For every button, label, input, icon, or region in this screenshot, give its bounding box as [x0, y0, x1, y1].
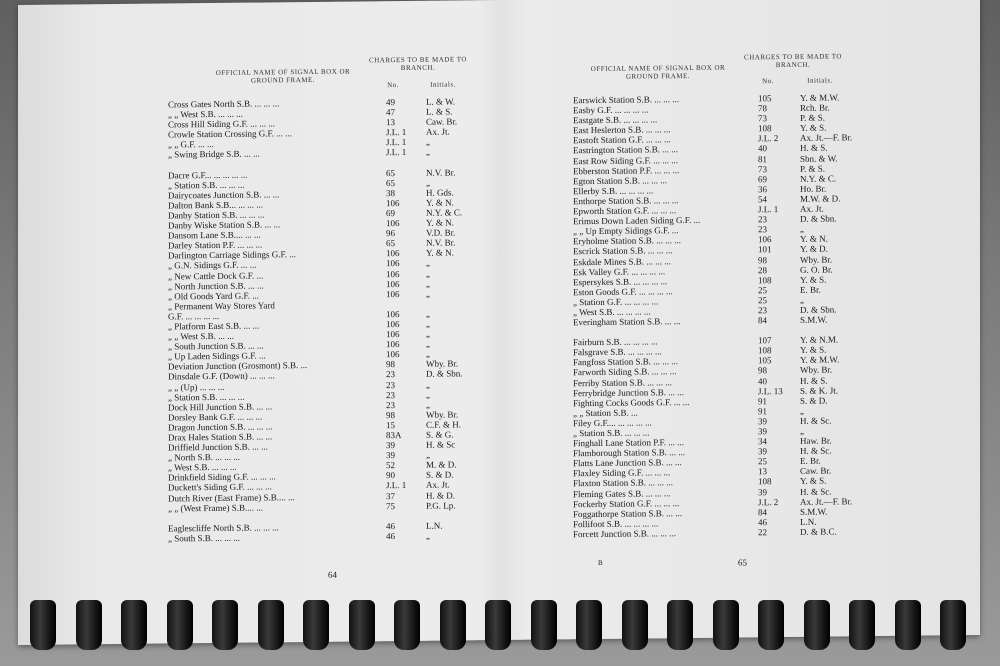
branch-initials: S.M.W.	[800, 506, 828, 517]
branch-number: 65	[386, 238, 395, 249]
branch-initials: D. & Sbn.	[800, 304, 837, 315]
branch-number: 106	[386, 329, 400, 340]
signal-box-name: Dacre G.F... ... ... ... ...	[168, 169, 248, 181]
signal-box-name: Earswick Station S.B. ... ... ...	[573, 94, 679, 106]
branch-initials: N.V. Br.	[426, 237, 456, 248]
branch-number: 73	[758, 113, 767, 124]
binding-coil	[576, 600, 602, 650]
binding-coil	[167, 600, 193, 650]
signal-box-table-left	[168, 96, 478, 543]
signal-box-name: Forcett Junction S.B. ... ... ...	[573, 528, 676, 540]
signal-box-name: „ „ (West Frame) S.B.... ...	[168, 502, 264, 514]
branch-number: 23	[386, 389, 395, 400]
binding-coil	[713, 600, 739, 650]
binding-coil	[212, 600, 238, 650]
branch-initials: H. & Sc.	[800, 445, 832, 457]
branch-number: 47	[386, 107, 395, 118]
signal-box-name: Deviation Junction (Grosmont) S.B. ...	[168, 360, 308, 372]
branch-number: J.L. 1	[386, 137, 407, 148]
signal-box-name: „ New Cattle Dock G.F. ...	[168, 269, 264, 281]
branch-initials: M.W. & D.	[800, 193, 841, 204]
binding-coil	[440, 600, 466, 650]
branch-number: 46	[758, 517, 767, 528]
binding-coil	[485, 600, 511, 650]
page-left	[168, 0, 478, 623]
branch-number: 73	[758, 163, 767, 174]
branch-initials: H. & Sc.	[800, 415, 832, 426]
signal-box-name: Fairburn S.B. ... ... ... ...	[573, 336, 658, 348]
branch-initials: S.M.W.	[800, 314, 828, 325]
branch-number: J.L. 1	[386, 480, 407, 491]
signal-box-name: Finghall Lane Station P.F. ... ...	[573, 437, 685, 449]
branch-number: 38	[386, 187, 395, 198]
signal-box-name: „ Swing Bridge S.B. ... ...	[168, 148, 260, 160]
signal-box-name: „ Station S.B. ... ... ...	[573, 427, 650, 439]
branch-initials: Wby. Br.	[800, 364, 833, 376]
binding-coil	[30, 600, 56, 650]
branch-number: 65	[386, 167, 395, 178]
branch-initials: „	[426, 137, 430, 148]
signal-box-name: „ North Junction S.B. ... ...	[168, 280, 264, 292]
signal-box-name: Escrick Station S.B. ... ... ...	[573, 245, 673, 257]
branch-number: 69	[758, 173, 767, 185]
branch-initials: Y. & N.	[800, 233, 828, 245]
signal-box-name: Flatts Lane Junction S.B. ... ...	[573, 457, 682, 469]
branch-initials: Y. & M.W.	[800, 92, 840, 103]
branch-initials: „	[426, 278, 430, 289]
branch-initials: H. & S.	[800, 375, 828, 386]
branch-number: 106	[386, 278, 400, 289]
branch-number: 105	[758, 355, 772, 366]
signal-box-name: Darlington Carriage Sidings G.F. ...	[168, 249, 297, 261]
signal-box-name: „ Station G.F. ... ... ... ...	[573, 296, 659, 308]
branch-initials: „	[426, 288, 430, 299]
branch-number: 98	[758, 254, 767, 265]
signal-box-name: Dinsdale G.F. (Down) ... ... ...	[168, 370, 275, 382]
branch-number: 23	[758, 224, 767, 235]
table-row	[168, 530, 478, 543]
binding-coil	[849, 600, 875, 650]
branch-number: 39	[758, 446, 767, 457]
binding-coil	[940, 600, 966, 650]
branch-number: 25	[758, 456, 767, 467]
branch-initials: Y. & M.W.	[800, 354, 840, 366]
branch-initials: S. & K. Jt.	[800, 385, 839, 396]
branch-initials: Ax. Jt.	[426, 126, 450, 138]
branch-initials: „	[426, 399, 430, 410]
column-header-initials: Initials.	[807, 76, 833, 85]
page-number: 64	[328, 569, 337, 580]
branch-number: 49	[386, 97, 395, 108]
branch-number: 98	[386, 359, 395, 370]
signal-box-name: „ „ (Up) ... ... ...	[168, 381, 225, 392]
branch-initials: M. & D.	[426, 459, 457, 471]
signal-box-name: „ Station S.B. ... ... ...	[168, 391, 245, 403]
branch-initials: „	[426, 389, 430, 400]
branch-number: 91	[758, 406, 767, 417]
branch-initials: L.N.	[800, 516, 817, 527]
branch-number: 96	[386, 228, 395, 239]
signal-box-name: Dairycoates Junction S.B. ... ...	[168, 189, 280, 201]
binding-coil	[758, 600, 784, 650]
signal-box-name: „ Permanent Way Stores Yard	[168, 300, 275, 312]
branch-initials: S. & G.	[426, 429, 454, 440]
branch-initials: Sbn. & W.	[800, 153, 838, 164]
branch-number: 106	[386, 197, 400, 209]
signal-box-name: Filey G.F.... ... ... ... ...	[573, 417, 652, 429]
branch-initials: Ho. Br.	[800, 183, 827, 194]
signal-box-name: „ West S.B. ... ... ...	[168, 462, 237, 473]
branch-number: 46	[386, 520, 395, 531]
branch-initials: D. & Sbn.	[426, 368, 463, 380]
branch-initials: H. & Sc.	[800, 486, 832, 497]
signal-box-name: Fleming Gates S.B. ... ... ...	[573, 487, 671, 499]
signal-box-name: Egton Station S.B. ... ... ...	[573, 174, 668, 186]
branch-initials: Rch. Br.	[800, 102, 830, 113]
branch-initials: D. & Sbn.	[800, 213, 837, 224]
branch-number: 107	[758, 335, 772, 346]
signal-box-name: Eaglescliffe North S.B. ... ... ...	[168, 522, 279, 534]
branch-initials: „	[800, 294, 804, 305]
branch-initials: Y. & N.	[426, 197, 454, 208]
branch-number: 52	[386, 460, 395, 471]
binding-coil	[258, 600, 284, 650]
branch-number: J.L. 1	[386, 127, 407, 138]
branch-initials: N.V. Br.	[426, 167, 456, 178]
signal-box-name: Fighting Cocks Goods G.F. ... ...	[573, 396, 690, 408]
signal-box-name: Eastoft Station G.F. ... ... ...	[573, 134, 671, 146]
branch-initials: Wby. Br.	[800, 254, 833, 265]
branch-initials: Ax. Jt.	[426, 479, 450, 491]
booklet-spread	[18, 0, 980, 645]
branch-number: 23	[758, 305, 767, 316]
branch-initials: Y. & S.	[800, 122, 827, 134]
signal-box-name: Danby Station S.B. ... ... ...	[168, 209, 265, 221]
branch-number: 83A	[386, 430, 402, 441]
signal-box-name: Duckett's Siding G.F. ... ... ...	[168, 481, 272, 493]
signal-box-name: Epworth Station G.F. ... ... ...	[573, 205, 677, 217]
binding-coil	[622, 600, 648, 650]
branch-number: 90	[386, 470, 395, 481]
branch-initials: „	[800, 425, 804, 436]
branch-number: 23	[758, 214, 767, 225]
branch-initials: G. O. Br.	[800, 264, 833, 275]
branch-initials: Y. & N.	[426, 247, 454, 259]
signal-box-name: „ Old Goods Yard G.F. ...	[168, 290, 260, 302]
signal-box-name: Dragon Junction S.B. ... ... ...	[168, 421, 273, 433]
signal-box-name: „ „ West S.B. ... ...	[168, 330, 234, 342]
branch-initials: L. & W.	[426, 96, 456, 107]
signal-box-name: Flaxton Station S.B. ... ... ...	[573, 477, 674, 489]
branch-initials: Y. & D.	[800, 243, 828, 255]
signal-box-name: Cross Hill Siding G.F. ... ... ...	[168, 118, 276, 130]
branch-number: 13	[386, 117, 395, 128]
signal-box-name: Easby G.F. ... ... ... ...	[573, 104, 649, 116]
branch-number: J.L. 2	[758, 496, 779, 507]
signal-box-name: Danby Wiske Station S.B. ... ...	[168, 219, 281, 231]
binding-coil	[667, 600, 693, 650]
branch-initials: H. & S.	[800, 143, 828, 154]
branch-initials: Wby. Br.	[426, 409, 459, 420]
branch-number: 40	[758, 143, 767, 154]
branch-initials: „	[426, 258, 430, 269]
branch-number: J.L. 2	[758, 133, 779, 144]
signal-box-name: „ G.N. Sidings G.F. ... ...	[168, 259, 257, 271]
binding-coil	[394, 600, 420, 650]
branch-number: 23	[386, 379, 395, 390]
signal-box-name: Farworth Siding S.B. ... ... ...	[573, 366, 677, 378]
branch-initials: Ax. Jt.—F. Br.	[800, 132, 853, 144]
branch-initials: E. Br.	[800, 455, 821, 467]
branch-number: 106	[758, 234, 772, 245]
binding-coil	[303, 600, 329, 650]
branch-number: 98	[758, 365, 767, 376]
branch-number: 106	[386, 258, 400, 269]
branch-initials: „	[426, 449, 430, 460]
page-number: 65	[738, 557, 747, 568]
signal-box-name: „ „ Station S.B. ...	[573, 407, 638, 419]
branch-number: 75	[386, 500, 395, 511]
branch-initials: „	[426, 379, 430, 390]
branch-initials: N.Y. & C.	[426, 207, 463, 218]
signal-box-name: Drinkfield Siding G.F. ... ... ...	[168, 471, 276, 483]
column-header-no: No.	[762, 77, 774, 86]
branch-initials: P. & S.	[800, 163, 826, 174]
branch-number: 39	[758, 426, 767, 437]
branch-number: 25	[758, 284, 767, 296]
signal-box-name: East Row Siding G.F. ... ... ...	[573, 154, 679, 166]
signal-box-name: Eastgate S.B. ... ... ... ...	[573, 114, 658, 126]
signal-box-name: Flaxley Siding G.F. ... ... ...	[573, 467, 671, 479]
signal-box-name: Falsgrave S.B. ... ... ... ...	[573, 346, 662, 358]
branch-number: 23	[386, 399, 395, 410]
branch-number: 39	[758, 486, 767, 497]
column-header-charges: CHARGES TO BE MADE TO BRANCH.	[744, 52, 842, 70]
signal-box-table-right	[573, 92, 873, 539]
branch-initials: H. & Sc	[426, 439, 456, 450]
branch-initials: Y. & N.	[426, 217, 454, 228]
branch-initials: P.G. Lp.	[426, 500, 456, 511]
branch-number: 106	[386, 339, 400, 350]
branch-number: 106	[386, 248, 400, 259]
branch-initials: E. Br.	[800, 284, 821, 295]
branch-initials: L. & S.	[426, 106, 453, 117]
branch-initials: „	[800, 405, 804, 416]
branch-initials: Ax. Jt.	[800, 203, 824, 214]
branch-initials: „	[800, 224, 804, 235]
branch-initials: Y. & S.	[800, 274, 827, 285]
signal-box-name: „ Station S.B. ... ... ...	[168, 179, 245, 191]
branch-number: 28	[758, 264, 767, 275]
branch-initials: Y. & S.	[800, 344, 827, 356]
branch-number: 106	[386, 288, 400, 299]
signal-box-name: Everingham Station S.B. ... ...	[573, 316, 681, 328]
signal-box-name: Enthorpe Station S.B. ... ... ...	[573, 195, 679, 207]
signal-box-name: Eskdale Mines S.B. ... ... ...	[573, 255, 671, 267]
signal-box-name: Dock Hill Junction S.B. ... ...	[168, 401, 273, 413]
signal-box-name: „ „ West S.B. ... ... ...	[168, 108, 243, 120]
branch-initials: Ax. Jt.—F. Br.	[800, 495, 853, 507]
branch-number: 46	[386, 530, 395, 542]
signature-mark: B	[598, 558, 603, 567]
branch-number: J.L. 1	[758, 204, 779, 215]
signal-box-name: Erimus Down Laden Siding G.F. ...	[573, 215, 701, 227]
branch-number: 23	[386, 369, 395, 380]
signal-box-name: Eston Goods G.F. ... ... ... ...	[573, 285, 673, 298]
branch-initials: S. & D.	[800, 395, 828, 406]
signal-box-name: „ West S.B. ... ... ... ...	[573, 306, 651, 318]
branch-number: 108	[758, 274, 772, 285]
branch-number: 106	[386, 268, 400, 279]
branch-number: 25	[758, 295, 767, 306]
column-header-name: OFFICIAL NAME OF SIGNAL BOX OR GROUND FRAME.	[590, 63, 726, 81]
branch-initials: D. & B.C.	[800, 526, 837, 537]
branch-number: 54	[758, 194, 767, 205]
signal-box-name: Foggathorpe Station S.B. ... ...	[573, 507, 683, 519]
branch-initials: „	[426, 147, 430, 158]
branch-number: 37	[386, 490, 395, 501]
binding-coil	[121, 600, 147, 650]
branch-initials: L.N.	[426, 520, 443, 531]
branch-number: 65	[386, 177, 395, 188]
branch-number: 39	[386, 440, 395, 451]
branch-number: 22	[758, 527, 767, 538]
branch-initials: Y. & N.M.	[800, 334, 839, 346]
branch-initials: Haw. Br.	[800, 435, 832, 446]
column-header-no: No.	[387, 81, 399, 90]
branch-initials: V.D. Br.	[426, 227, 456, 238]
signal-box-name: Ferrybridge Junction S.B. ... ...	[573, 386, 684, 398]
signal-box-name: „ Up Laden Sidings G.F. ...	[168, 350, 266, 362]
signal-box-name: Follifoot S.B. ... ... ... ...	[573, 518, 659, 530]
signal-box-name: „ North S.B. ... ... ...	[168, 451, 240, 463]
signal-box-name: Dansom Lane S.B.... ... ...	[168, 229, 261, 241]
branch-number: 106	[386, 349, 400, 360]
branch-number: 106	[386, 218, 400, 229]
signal-box-name: Espersykes S.B. ... ... ... ...	[573, 275, 668, 287]
branch-initials: Y. & S.	[800, 476, 827, 487]
branch-number: 69	[386, 208, 395, 219]
branch-number: 105	[758, 93, 772, 104]
branch-initials: „	[426, 268, 430, 279]
branch-initials: C.F. & H.	[426, 419, 462, 430]
branch-number: 98	[386, 409, 395, 420]
branch-initials: „	[426, 177, 430, 188]
branch-number: 106	[386, 319, 400, 330]
branch-number: 81	[758, 153, 767, 164]
signal-box-name: „ South S.B. ... ... ...	[168, 532, 241, 544]
signal-box-name: Ellerby S.B. ... ... ... ...	[573, 185, 654, 197]
signal-box-name: Eryholme Station S.B. ... ... ...	[573, 235, 681, 247]
branch-number: 101	[758, 244, 772, 255]
branch-initials: H. Gds.	[426, 187, 454, 198]
branch-initials: „	[426, 338, 430, 349]
branch-number: 13	[758, 466, 767, 477]
signal-box-name: Flamborough Station S.B. ... ...	[573, 447, 686, 459]
signal-box-name: „ „ G.F. ... ...	[168, 139, 214, 150]
signal-box-name: Dorsley Bank G.F. ... ... ...	[168, 411, 263, 423]
signal-box-name: Esk Valley G.F. ... ... ... ...	[573, 265, 666, 277]
signal-box-name: Ebberston Station P.F. ... ... ...	[573, 164, 680, 176]
binding-coil	[531, 600, 557, 650]
signal-box-name: Eastrington Station S.B. ... ...	[573, 144, 679, 156]
branch-number: 39	[758, 416, 767, 427]
signal-box-name: Driffield Junction S.B. ... ...	[168, 441, 268, 453]
branch-number: 78	[758, 103, 767, 114]
binding-coil	[76, 600, 102, 650]
branch-initials: „	[426, 308, 430, 319]
branch-number: 106	[386, 308, 400, 320]
branch-initials: P. & S.	[800, 112, 826, 124]
branch-number: 15	[386, 419, 395, 431]
branch-number: 40	[758, 375, 767, 386]
table-row	[573, 526, 873, 539]
column-header-charges: CHARGES TO BE MADE TO BRANCH.	[369, 55, 467, 73]
branch-initials: N.Y. & C.	[800, 173, 837, 184]
binding-coil	[895, 600, 921, 650]
branch-number: 34	[758, 436, 767, 447]
branch-number: 39	[386, 450, 395, 461]
signal-box-name: Ferriby Station S.B. ... ... ...	[573, 376, 673, 388]
branch-initials: Caw. Br.	[800, 465, 832, 477]
page-right	[573, 0, 873, 619]
signal-box-name: G.F. ... ... ... ...	[168, 310, 220, 322]
branch-number: 84	[758, 506, 767, 518]
branch-number: 36	[758, 184, 767, 195]
signal-box-name: Cross Gates North S.B. ... ... ...	[168, 98, 280, 110]
branch-initials: „	[426, 318, 430, 329]
signal-box-name: „ „ Up Empty Sidings G.F. ...	[573, 225, 679, 237]
signal-box-name: East Heslerton S.B. ... ... ...	[573, 124, 671, 136]
branch-initials: „	[426, 348, 430, 360]
branch-number: J.L. 1	[386, 147, 407, 158]
branch-number: 108	[758, 123, 772, 134]
column-header-name: OFFICIAL NAME OF SIGNAL BOX OR GROUND FRAME.	[215, 67, 351, 85]
signal-box-name: Drax Hales Station S.B. ... ...	[168, 431, 273, 443]
signal-box-name: „ South Junction S.B. ... ...	[168, 340, 264, 352]
spiral-binding	[30, 600, 980, 660]
signal-box-name: Darley Station P.F. ... ... ...	[168, 239, 263, 251]
branch-initials: Caw. Br.	[426, 116, 458, 127]
signal-box-name: Fockerby Station G.F. ... ... ...	[573, 497, 680, 509]
branch-initials: H. & D.	[426, 490, 455, 501]
signal-box-name: Crowle Station Crossing G.F. ... ...	[168, 128, 293, 140]
signal-box-name: Dutch River (East Frame) S.B.... ...	[168, 491, 295, 504]
branch-number: 108	[758, 476, 772, 487]
signal-box-name: „ Platform East S.B. ... ...	[168, 320, 260, 332]
column-header-initials: Initials.	[430, 80, 456, 89]
branch-initials: „	[426, 328, 430, 339]
branch-initials: „	[426, 530, 430, 541]
branch-number: 84	[758, 315, 767, 326]
branch-initials: Wby. Br.	[426, 358, 459, 370]
signal-box-name: Fangfoss Station S.B. ... ... ...	[573, 356, 679, 368]
signal-box-name: Dalton Bank S.B... ... ... ...	[168, 199, 264, 211]
branch-number: 91	[758, 395, 767, 407]
branch-number: 108	[758, 345, 772, 356]
branch-number: J.L. 13	[758, 385, 783, 396]
binding-coil	[804, 600, 830, 650]
branch-initials: S. & D.	[426, 469, 454, 481]
binding-coil	[349, 600, 375, 650]
